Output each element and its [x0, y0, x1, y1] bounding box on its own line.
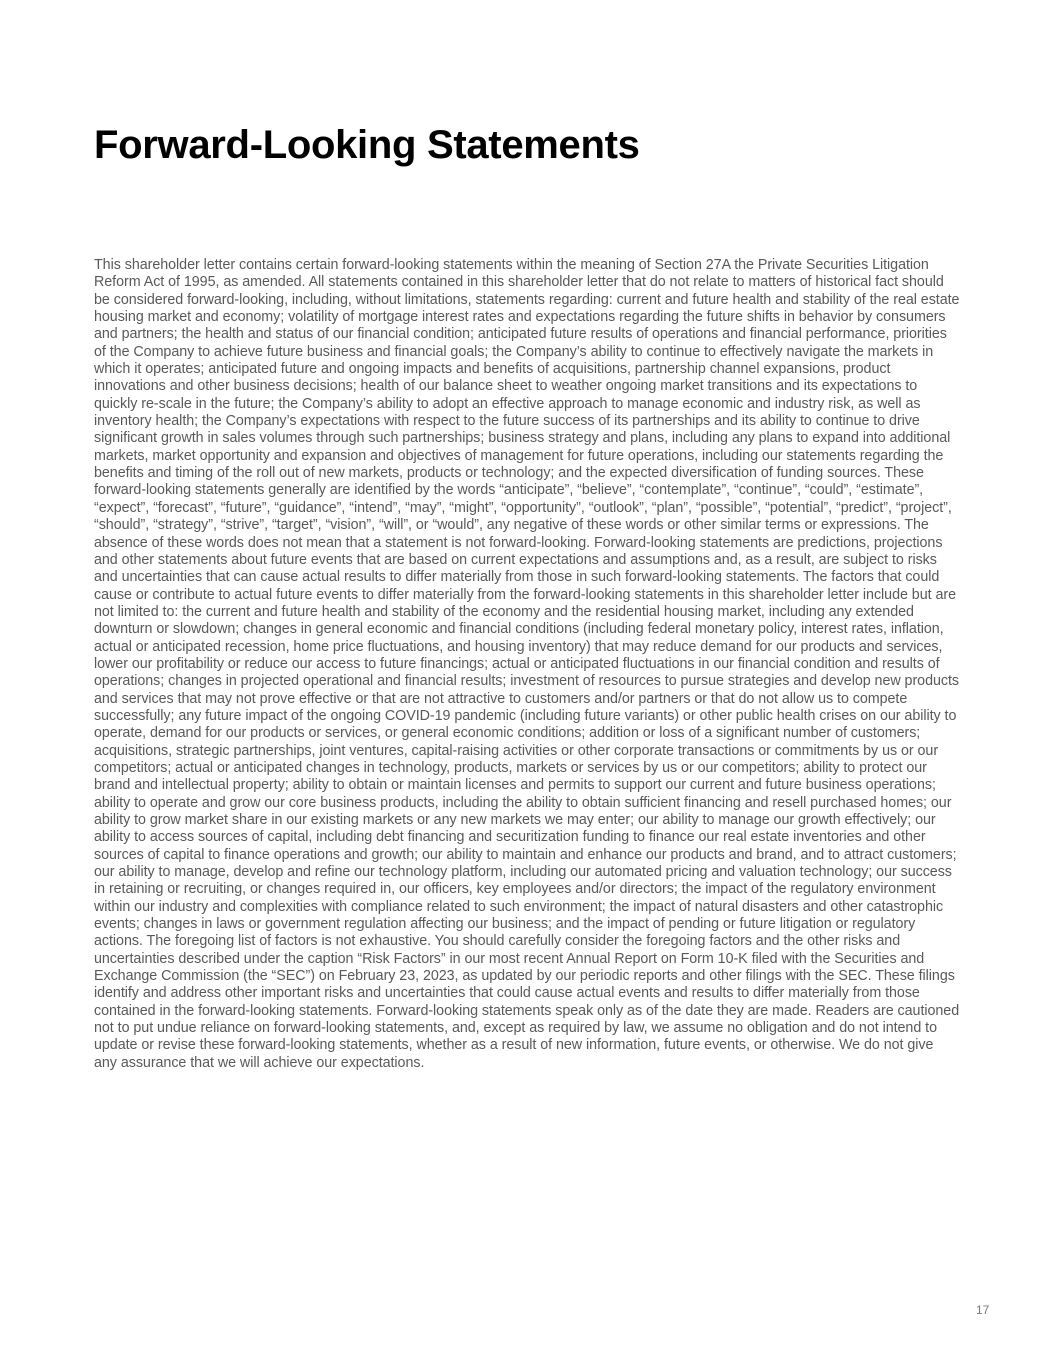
- page-title: Forward-Looking Statements: [94, 123, 640, 167]
- page-number: 17: [976, 1303, 990, 1317]
- forward-looking-statements-paragraph: This shareholder letter contains certain forward-looking statements within the meaning of Section 27A the Private Securities Litigation Reform Act of 1995, as amended. All statements contained in this shareholder letter that do not relate to matters of historical fact should be considered forward-looking, including, without limitations, statements regarding: current and future health and stability of the real estate housing market and economy; volatility of mortgage interest rates and expectations regarding the future shifts in behavior by consumers and partners; the health and status of our financial condition; anticipated future results of operations and financial performance, priorities of the Company to achieve future business and financial goals; the Company’s ability to continue to effectively navigate the markets in which it operates; anticipated future and ongoing impacts and benefits of acquisitions, partnership channel expansions, product innovations and other business decisions; health of our balance sheet to weather ongoing market transitions and its expectations to quickly re-scale in the future; the Company’s ability to adopt an effective approach to manage economic and industry risk, as well as inventory health; the Company’s expectations with respect to the future success of its partnerships and its ability to continue to drive significant growth in sales volumes through such partnerships; business strategy and plans, including any plans to expand into additional markets, market opportunity and expansion and objectives of management for future operations, including our statements regarding the benefits and timing of the roll out of new markets, products or technology; and the expected diversification of funding sources. These forward-looking statements generally are identified by the words “anticipate”, “believe”, “contemplate”, “continue”, “could”, “estimate”, “expect”, “forecast”, “future”, “guidance”, “intend”, “may”, “might”, “opportunity”, “outlook”, “plan”, “possible”, “potential”, “predict”, “project”, “should”, “strategy”, “strive”, “target”, “vision”, “will”, or “would”, any negative of these words or other similar terms or expressions. The absence of these words does not mean that a statement is not forward-looking. Forward-looking statements are predictions, projections and other statements about future events that are based on current expectations and assumptions and, as a result, are subject to risks and uncertainties that can cause actual results to differ materially from those in such forward-looking statements. The factors that could cause or contribute to actual future events to differ materially from the forward-looking statements in this shareholder letter include but are not limited to: the current and future health and stability of the economy and the residential housing market, including any extended downturn or slowdown; changes in general economic and financial conditions (including federal monetary policy, interest rates, inflation, actual or anticipated recession, home price fluctuations, and housing inventory) that may reduce demand for our products and services, lower our profitability or reduce our access to future financings; actual or anticipated fluctuations in our financial condition and results of operations; changes in projected operational and financial results; investment of resources to pursue strategies and develop new products and services that may not prove effective or that are not attractive to customers and/or partners or that do not allow us to compete successfully; any future impact of the ongoing COVID-19 pandemic (including future variants) or other public health crises on our ability to operate, demand for our products or services, or general economic conditions; addition or loss of a significant number of customers; acquisitions, strategic partnerships, joint ventures, capital-raising activities or other corporate transactions or commitments by us or our competitors; actual or anticipated changes in technology, products, markets or services by us or our competitors; ability to protect our brand and intellectual property; ability to obtain or maintain licenses and permits to support our current and future business operations; ability to operate and grow our core business products, including the ability to obtain sufficient financing and resell purchased homes; our ability to grow market share in our existing markets or any new markets we may enter; our ability to manage our growth effectively; our ability to access sources of capital, including debt financing and securitization funding to finance our real estate inventories and other sources of capital to finance operations and growth; our ability to maintain and enhance our products and brand, and to attract customers; our ability to manage, develop and refine our technology platform, including our automated pricing and valuation technology; our success in retaining or recruiting, or changes required in, our officers, key employees and/or directors; the impact of the regulatory environment within our industry and complexities with compliance related to such environment; the impact of natural disasters and other catastrophic events; changes in laws or government regulation affecting our business; and the impact of pending or future litigation or regulatory actions. The foregoing list of factors is not exhaustive. You should carefully consider the foregoing factors and the other risks and uncertainties described under the caption “Risk Factors” in our most recent Annual Report on Form 10-K filed with the Securities and Exchange Commission (the “SEC”) on February 23, 2023, as updated by our periodic reports and other filings with the SEC. These filings identify and address other important risks and uncertainties that could cause actual events and results to differ materially from those contained in the forward-looking statements. Forward-looking statements speak only as of the date they are made. Readers are cautioned not to put undue reliance on forward-looking statements, and, except as required by law, we assume no obligation and do not intend to update or revise these forward-looking statements, whether as a result of new information, future events, or otherwise. We do not give any assurance that we will achieve our expectations.: [94, 257, 960, 1071]
